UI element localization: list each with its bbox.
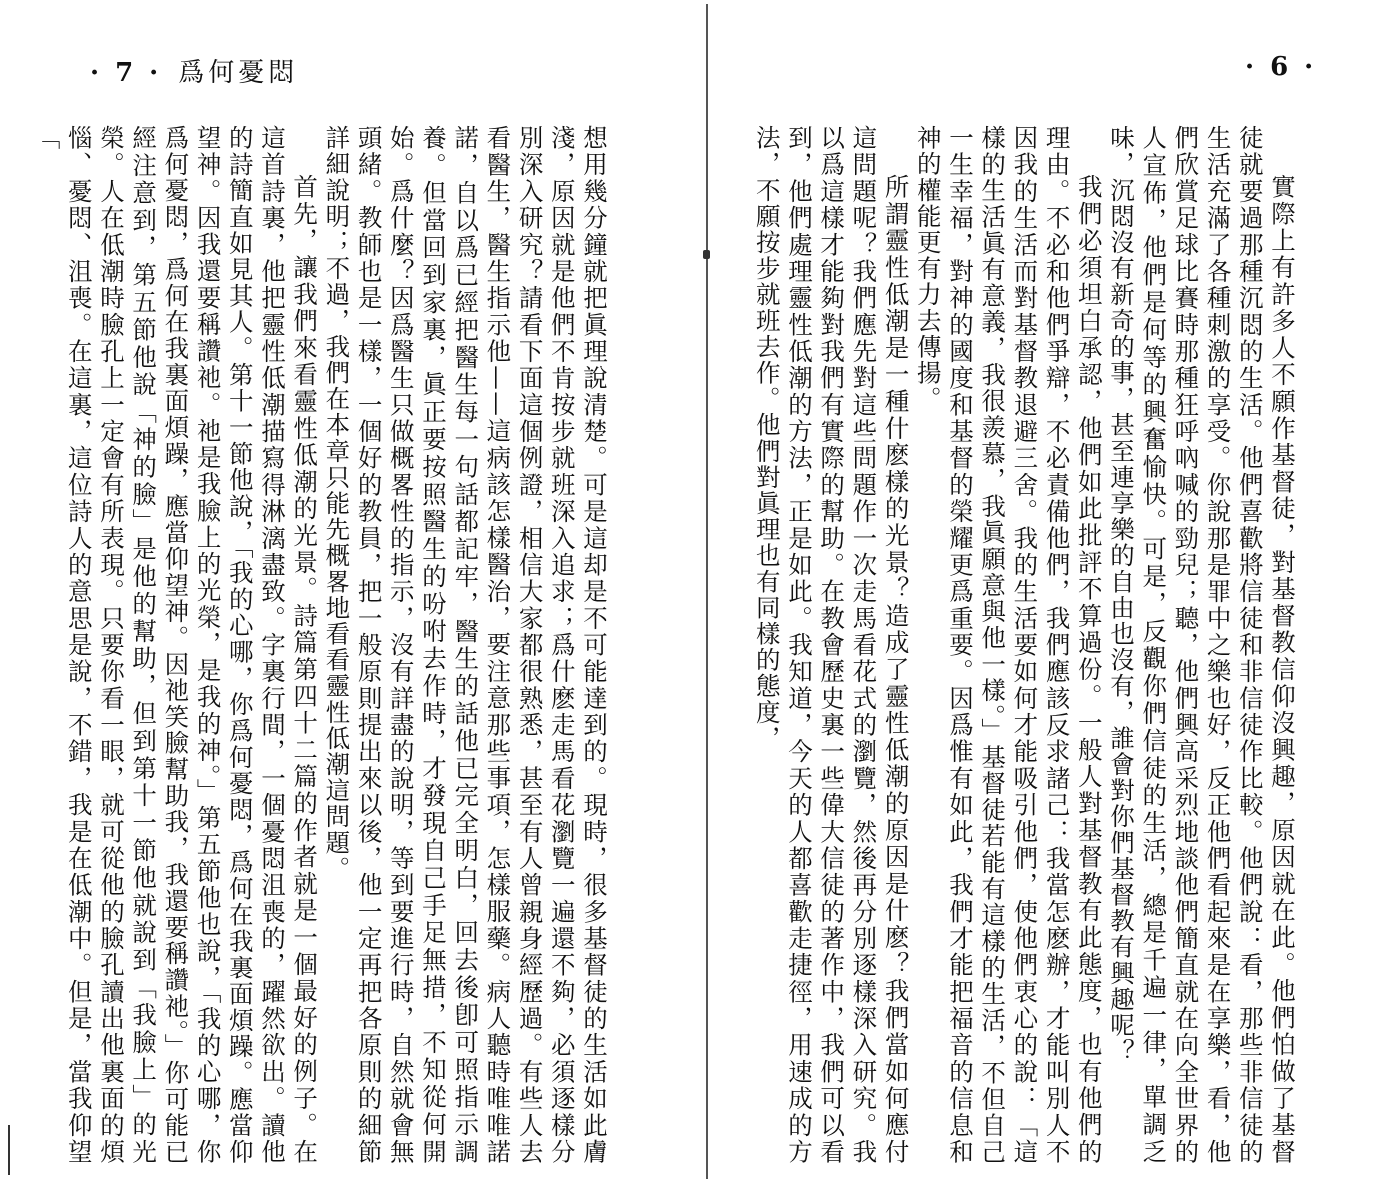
left-page-body [32,125,610,1165]
paragraph: 所謂靈性低潮是一種什麽樣的光景？造成了靈性低潮的原因是什麽？我們當如何應付這問題呢？我們應先對這些問題作一次走馬看花式的瀏覽，然後再分別逐樣深入研究。我以爲這樣才能夠對我們有實際的幫助。在教會歷史裏一些偉大信徒的著作中，我們可以看到，他們處理靈性低潮的方法，正是如此。我知道，今天的人都喜歡走捷徑，用速成的方法，不願按步就班去作。他們對眞理也有同樣的態度， [752,125,911,1165]
left-page-number: 7 [115,58,136,88]
paragraph: 我們必須坦白承認，他們如此批評不算過份。一般人對基督教有此態度，也有他們的理由。不必和他們爭辯，不必責備他們，我們應該反求諸己：我當怎麽辦，才能叫別人不因我的生活而對基督教退避三舍。我的生活要如何才能吸引他們，使他們衷心的說：「這樣的生活眞有意義，我很羨慕，我眞願意與他一樣。」基督徒若能有這樣的生活，不但自己一生幸福，對神的國度和基督的榮耀更爲重要。因爲惟有如此，我們才能把福音的信息和神的權能更有力去傳揚。 [913,125,1104,1165]
paragraph: 首先，讓我們來看靈性低潮的光景。詩篇第四十二篇的作者就是一個最好的例子。在這首詩裏，他把靈性低潮描寫得淋漓盡致。字裏行間，一個憂悶沮喪的，躍然欲出。讀他的詩簡直如見其人。第十一節他說，「我的心哪，你爲何憂悶，爲何在我裏面煩躁。應當仰望神。因我還要稱讚祂。祂是我臉上的光榮，是我的神。」第五節他也說，「我的心哪，你爲何憂悶，爲何在我裏面煩躁，應當仰望神。因祂笑臉幫助我，我還要稱讚祂。」你可能已經注意到，第五節他說「神的臉」是他的幫助，但到第十一節他就說到「我臉上」的光榮。人在低潮時臉孔上一定會有所表現。只要你看一眼，就可從他的臉孔讀出他裏面的煩惱、憂悶、沮喪。在這裏，這位詩人的意思是說，不錯，我是在低潮中。但是，當我仰望「 [32,125,320,1165]
right-page-body [752,125,1298,1165]
paragraph: 想用幾分鐘就把眞理說清楚。可是這却是不可能達到的。現時，很多基督徒的生活如此膚淺，原因就是他們不肯按步就班深入追求；爲什麽走馬看花瀏覽一遍還不夠，必須逐樣分別深入研究？請看下面這個例證，相信大家都很熟悉，甚至有人曾親身經歷過。有些人去看醫生，醫生指示他——這病該怎樣醫治，要注意那些事項，怎樣服藥。病人聽時唯唯諾諾，自以爲已經把醫生每一句話都記牢，醫生的話他已完全明白，回去後卽可照指示調養。但當回到家裏，眞正要按照醫生的吩咐去作時，才發現自己手足無措，不知從何開始。爲什麼？因爲醫生只做概畧性的指示，沒有詳盡的說明，等到要進行時，自然就會無頭緒。教師也是一樣，一個好的教員，把一般原則提出來以後，他一定再把各原則的細節詳細說明；不過，我們在本章只能先概畧地看看靈性低潮這問題。 [322,125,609,1165]
right-page [700,0,1400,1183]
left-page-header: · 7 · 爲何憂悶 [90,58,299,88]
right-page-header: · 6 · [1245,52,1316,82]
right-page-number: 6 [1270,52,1291,82]
scan-edge-mark [8,1125,10,1175]
running-title: 爲何憂悶 [178,58,299,88]
paragraph: 實際上有許多人不願作基督徒，對基督教信仰沒興趣，原因就在此。他們怕做了基督徒就要過那種沉悶的生活。他們喜歡將信徒和非信徒作比較。他們說：看，那些非信徒的生活充滿了各種刺激的享受。你說那是罪中之樂也好，反正他們看起來是在享樂，看，他們欣賞足球比賽時那種狂呼吶喊的勁兒；聽，他們興高采烈地談他們簡直就在向全世界的人宣佈，他們是何等的興奮愉快。可是，反觀你們信徒的生活，總是千遍一律，單調乏味，沉悶沒有新奇的事，甚至連享樂的自由也沒有，誰會對你們基督教有興趣呢？ [1106,125,1297,1165]
